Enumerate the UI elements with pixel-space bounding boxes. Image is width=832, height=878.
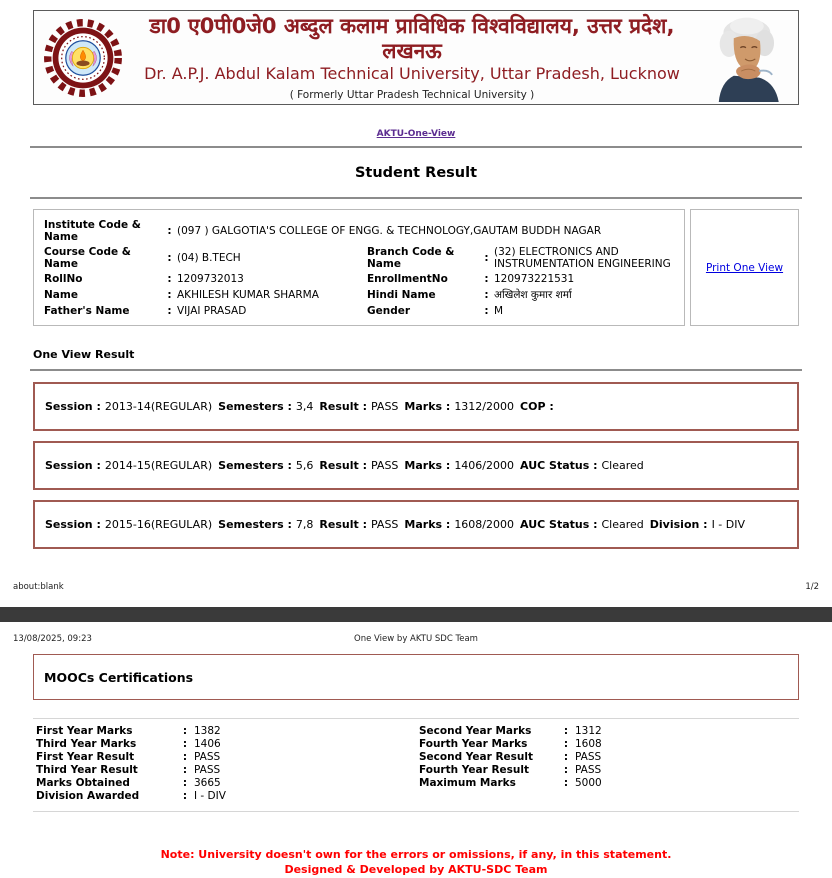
table-row: Fourth Year Marks : 1608 <box>419 738 602 750</box>
disclaimer-note-line1: Note: University doesn't own for the errors or omissions, if any, in this statement. <box>160 848 672 861</box>
division-label: Division : <box>649 518 708 531</box>
moocs-certifications-box <box>33 654 799 700</box>
print-footer-page-number: 1/2 <box>805 582 819 592</box>
table-row: Name : AKHILESH KUMAR SHARMA Hindi Name : अखिलेश कुमार शर्मा <box>44 286 674 303</box>
result-value: PASS <box>371 400 399 413</box>
semesters-label: Semesters : <box>218 518 292 531</box>
moocs-certifications-heading: MOOCs Certifications <box>44 669 194 685</box>
name-label: Name <box>44 288 78 301</box>
gender-label: Gender <box>367 304 411 317</box>
auc-status-label: AUC Status : <box>520 459 598 472</box>
print-footer-page1 <box>0 582 832 592</box>
session-label: Session : <box>45 459 101 472</box>
one-view-result-heading: One View Result <box>33 348 135 361</box>
table-row: Maximum Marks : 5000 <box>419 777 602 789</box>
table-row: Father's Name : VIJAI PRASAD Gender : M <box>44 303 674 318</box>
enrollment-value: 120973221531 <box>494 272 575 285</box>
disclaimer-note-line2: Designed & Developed by AKTU-SDC Team <box>284 862 548 876</box>
enrollment-label: EnrollmentNo <box>367 272 448 285</box>
gender-value: M <box>494 304 504 317</box>
course-label: Course Code & Name <box>44 245 131 270</box>
table-row: RollNo : 1209732013 EnrollmentNo : 120973221531 <box>44 271 674 286</box>
university-header-banner <box>33 10 799 105</box>
auc-status-value: Cleared <box>601 518 644 531</box>
table-row: Marks Obtained : 3665 <box>36 777 221 789</box>
university-name-english: Dr. A.P.J. Abdul Kalam Technical University, Uttar Pradesh, Lucknow <box>144 63 680 83</box>
university-name-hindi: डा0 ए0पी0जे0 अब्दुल कलाम प्राविधिक विश्वविद्यालय, उत्तर प्रदेश, लखनऊ <box>149 14 675 63</box>
session-result-box-2013-14 <box>33 382 799 431</box>
branch-label: Branch Code & Name <box>367 245 455 270</box>
rollno-value: 1209732013 <box>177 272 244 285</box>
university-former-name: ( Formerly Uttar Pradesh Technical University ) <box>289 88 535 101</box>
first-year-result-value: PASS <box>194 751 221 763</box>
year-marks-right-column <box>416 725 799 803</box>
divider <box>30 369 802 371</box>
marks-label: Marks : <box>404 400 451 413</box>
result-value: PASS <box>371 459 399 472</box>
semesters-value: 5,6 <box>295 459 314 472</box>
branch-value: (32) ELECTRONICS AND INSTRUMENTATION ENGINEERING <box>494 245 671 270</box>
table-row: Second Year Marks : 1312 <box>419 725 602 737</box>
table-row: Third Year Marks : 1406 <box>36 738 221 750</box>
session-label: Session : <box>45 400 101 413</box>
session-value: 2013-14(REGULAR) <box>104 400 213 413</box>
print-footer-url: about:blank <box>13 582 64 592</box>
semesters-label: Semesters : <box>218 400 292 413</box>
print-header-page2 <box>0 634 832 645</box>
table-row: Third Year Result : PASS <box>36 764 221 776</box>
marks-obtained-value: 3665 <box>194 777 221 789</box>
rollno-label: RollNo <box>44 272 83 285</box>
auc-status-value: Cleared <box>601 459 644 472</box>
print-header-datetime: 13/08/2025, 09:23 <box>13 634 92 644</box>
semesters-label: Semesters : <box>218 459 292 472</box>
disclaimer-notes <box>0 848 832 878</box>
session-value: 2015-16(REGULAR) <box>104 518 213 531</box>
print-one-view-link[interactable]: Print One View <box>705 261 784 274</box>
session-value: 2014-15(REGULAR) <box>104 459 213 472</box>
father-name-value: VIJAI PRASAD <box>177 304 247 317</box>
third-year-result-value: PASS <box>194 764 221 776</box>
table-row: Second Year Result : PASS <box>419 751 602 763</box>
marks-label: Marks : <box>404 459 451 472</box>
year-marks-table <box>33 718 799 812</box>
page-title: Student Result <box>354 165 478 181</box>
session-result-box-2015-16 <box>33 500 799 549</box>
father-name-label: Father's Name <box>44 304 130 317</box>
marks-value: 1608/2000 <box>454 518 515 531</box>
hindi-name-label: Hindi Name <box>367 288 436 301</box>
fourth-year-marks-value: 1608 <box>575 738 602 750</box>
table-row: Course Code & Name : (04) B.TECH Branch Code & Name : (32) ELECTRONICS AND INSTRUMENTATION ENGINEERING <box>44 244 674 271</box>
print-preview-page <box>0 10 832 876</box>
result-label: Result : <box>319 400 367 413</box>
result-label: Result : <box>319 459 367 472</box>
semesters-value: 7,8 <box>295 518 314 531</box>
marks-label: Marks : <box>404 518 451 531</box>
name-value: AKHILESH KUMAR SHARMA <box>177 288 319 301</box>
session-label: Session : <box>45 518 101 531</box>
one-view-link-row <box>0 121 832 139</box>
table-row: Fourth Year Result : PASS <box>419 764 602 776</box>
maximum-marks-value: 5000 <box>575 777 602 789</box>
session-result-box-2014-15 <box>33 441 799 490</box>
table-row: First Year Marks : 1382 <box>36 725 221 737</box>
kalam-portrait-image <box>700 13 790 102</box>
student-info-table <box>33 209 685 326</box>
course-value: (04) B.TECH <box>177 251 241 264</box>
hindi-name-value: अखिलेश कुमार शर्मा <box>494 288 572 301</box>
divider <box>30 197 802 199</box>
institute-label: Institute Code & Name <box>44 218 141 243</box>
division-awarded-value: I - DIV <box>194 790 226 802</box>
aktu-one-view-link[interactable]: AKTU-One-View <box>376 129 456 139</box>
year-marks-left-column <box>33 725 416 803</box>
auc-status-label: AUC Status : <box>520 518 598 531</box>
marks-value: 1312/2000 <box>454 400 515 413</box>
table-row: Division Awarded : I - DIV <box>36 790 226 802</box>
cop-label: COP : <box>520 400 554 413</box>
fourth-year-result-value: PASS <box>575 764 602 776</box>
result-label: Result : <box>319 518 367 531</box>
marks-value: 1406/2000 <box>454 459 515 472</box>
table-row: Institute Code & Name : (097 ) GALGOTIA'S COLLEGE OF ENGG. & TECHNOLOGY,GAUTAM BUDDH NAGAR <box>44 217 674 244</box>
university-emblem-icon <box>42 17 124 99</box>
institute-value: (097 ) GALGOTIA'S COLLEGE OF ENGG. & TECHNOLOGY,GAUTAM BUDDH NAGAR <box>177 224 602 237</box>
third-year-marks-value: 1406 <box>194 738 221 750</box>
table-row: First Year Result : PASS <box>36 751 221 763</box>
semesters-value: 3,4 <box>295 400 314 413</box>
page-break-bar <box>0 607 832 622</box>
first-year-marks-value: 1382 <box>194 725 221 737</box>
result-value: PASS <box>371 518 399 531</box>
student-info-section <box>33 209 799 326</box>
second-year-result-value: PASS <box>575 751 602 763</box>
print-one-view-box <box>690 209 799 326</box>
second-year-marks-value: 1312 <box>575 725 602 737</box>
print-header-title: One View by AKTU SDC Team <box>354 634 478 644</box>
division-value: I - DIV <box>711 518 746 531</box>
university-title-block <box>124 14 700 100</box>
